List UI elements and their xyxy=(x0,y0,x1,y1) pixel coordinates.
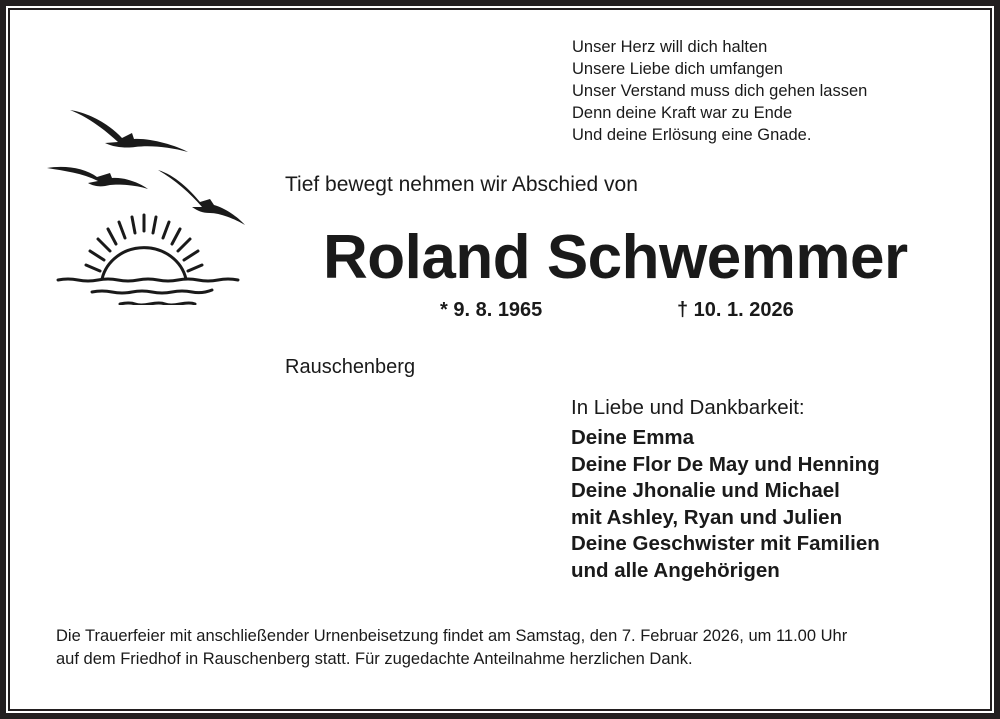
mourner: Deine Flor De May und Henning xyxy=(571,452,880,476)
mourner: Deine Emma xyxy=(571,426,695,449)
footer-line: Die Trauerfeier mit anschließender Urnenbeisetzung findet am Samstag, den 7. Februar 2026, um 11.00 Uhr xyxy=(56,627,848,645)
intro-text: Tief bewegt nehmen wir Abschied von xyxy=(285,173,638,196)
birds-sunset-icon xyxy=(40,105,250,305)
mourner: Deine Jhonalie und Michael xyxy=(571,479,840,503)
deceased-name: Roland Schwemmer xyxy=(323,223,908,292)
poem-line: Denn deine Kraft war zu Ende xyxy=(572,104,793,122)
hometown: Rauschenberg xyxy=(285,356,416,378)
poem-line: Unsere Liebe dich umfangen xyxy=(572,60,783,78)
birth-date: * 9. 8. 1965 xyxy=(440,299,543,321)
mourner: Deine Geschwister mit Familien xyxy=(571,532,880,556)
footer-line: auf dem Friedhof in Rauschenberg statt. Für zugedachte Anteilnahme herzlichen Dank. xyxy=(56,650,693,668)
death-date: † 10. 1. 2026 xyxy=(677,299,794,321)
poem-line: Unser Herz will dich halten xyxy=(572,38,768,56)
poem-line: Unser Verstand muss dich gehen lassen xyxy=(572,82,868,100)
mourner: und alle Angehörigen xyxy=(571,558,780,582)
funeral-info xyxy=(56,625,847,671)
mourner: mit Ashley, Ryan und Julien xyxy=(571,505,843,529)
poem xyxy=(572,36,867,146)
poem-line: Und deine Erlösung eine Gnade. xyxy=(572,126,812,144)
mourners-list xyxy=(571,425,880,585)
thanks-heading: In Liebe und Dankbarkeit: xyxy=(571,396,805,419)
